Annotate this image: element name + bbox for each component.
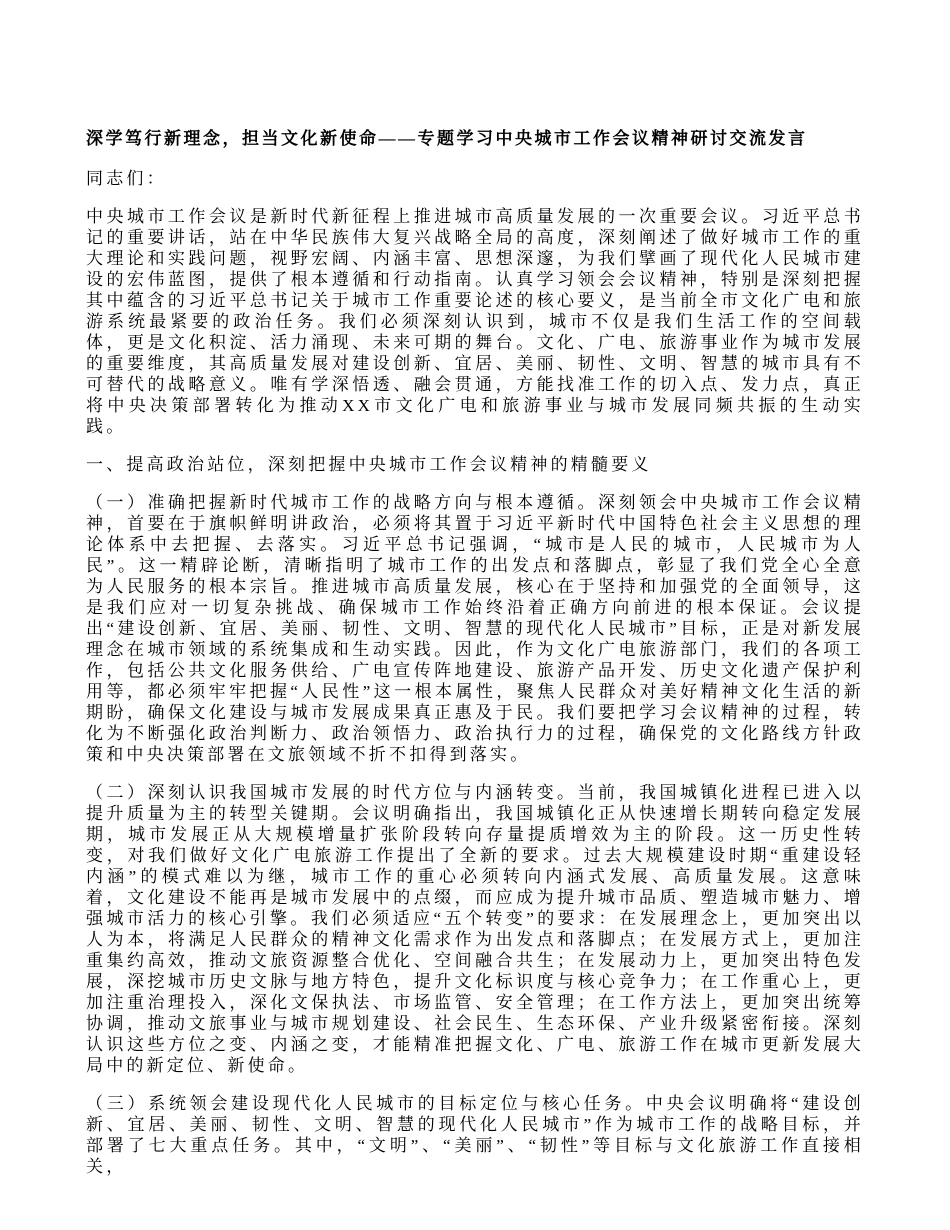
salutation: 同志们： — [86, 169, 167, 188]
section-one-item-two: （二）深刻认识我国城市发展的时代方位与内涵转变。当前，我国城镇化进程已进入以提升质量为主的转型关键期。会议明确指出，我国城镇化正从快速增长期转向稳定发展期，城市发展正从大规模增量扩张阶段转向存量提质增效为主的阶段。这一历史性转变，对我们做好文化广电旅游工作提出了全新的要求。过去大规模建设时期“重建设轻内涵”的模式难以为继，城市工作的重心必须转向内涵式发展、高质量发展。这意味着，文化建设不能再是城市发展中的点缀，而应成为提升城市品质、塑造城市魅力、增强城市活力的核心引擎。我们必须适应“五个转变”的要求：在发展理念上，更加突出以人为本，将满足人民群众的精神文化需求作为出发点和落脚点；在发展方式上，更加注重集约高效，推动文旅资源整合优化、空间融合共生；在发展动力上，更加突出特色发展，深挖城市历史文脉与地方特色，提升文化标识度与核心竞争力；在工作重心上，更加注重治理投入，深化文保执法、市场监管、安全管理；在工作方法上，更加突出统筹协调，推动文旅事业与城市规划建设、社会民生、生态环保、产业升级紧密衔接。深刻认识这些方位之变、内涵之变，才能精准把握文化、广电、旅游工作在城市更新发展大局中的新定位、新使命。 — [86, 783, 864, 1075]
section-one-heading: 一、提高政治站位，深刻把握中央城市工作会议精神的精髓要义 — [86, 455, 652, 474]
section-one-item-one: （一）准确把握新时代城市工作的战略方向与根本遵循。深刻领会中央城市工作会议精神，首要在于旗帜鲜明讲政治，必须将其置于习近平新时代中国特色社会主义思想的理论体系中去把握、去落实。习近平总书记强调，“城市是人民的城市，人民城市为人民”。这一精辟论断，清晰指明了城市工作的出发点和落脚点，彰显了我们党全心全意为人民服务的根本宗旨。推进城市高质量发展，核心在于坚持和加强党的全面领导，这是我们应对一切复杂挑战、确保城市工作始终沿着正确方向前进的根本保证。会议提出“建设创新、宜居、美丽、韧性、文明、智慧的现代化人民城市”目标，正是对新发展理念在城市领域的系统集成和生动实践。因此，作为文化广电旅游部门，我们的各项工作，包括公共文化服务供给、广电宣传阵地建设、旅游产品开发、历史文化遗产保护利用等，都必须牢牢把握“人民性”这一根本属性，聚焦人民群众对美好精神文化生活的新期盼，确保文化建设与城市发展成果真正惠及于民。我们要把学习会议精神的过程，转化为不断强化政治判断力、政治领悟力、政治执行力的过程，确保党的文化路线方针政策和中央决策部署在文旅领域不折不扣得到落实。 — [86, 493, 864, 764]
intro-paragraph: 中央城市工作会议是新时代新征程上推进城市高质量发展的一次重要会议。习近平总书记的重要讲话，站在中华民族伟大复兴战略全局的高度，深刻阐述了做好城市工作的重大理论和实践问题，视野宏阔、内涵丰富、思想深邃，为我们擘画了现代化人民城市建设的宏伟蓝图，提供了根本遵循和行动指南。认真学习领会会议精神，特别是深刻把握其中蕴含的习近平总书记关于城市工作重要论述的核心要义，是当前全市文化广电和旅游系统最紧要的政治任务。我们必须深刻认识到，城市不仅是我们生活工作的空间载体，更是文化积淀、活力涌现、未来可期的舞台。文化、广电、旅游事业作为城市发展的重要维度，其高质量发展对建设创新、宜居、美丽、韧性、文明、智慧的城市具有不可替代的战略意义。唯有学深悟透、融会贯通，方能找准工作的切入点、发力点，真正将中央决策部署转化为推动XX市文化广电和旅游事业与城市发展同频共振的生动实践。 — [86, 207, 864, 436]
document-title: 深学笃行新理念，担当文化新使命——专题学习中央城市工作会议精神研讨交流发言 — [86, 129, 808, 148]
section-one-item-three: （三）系统领会建设现代化人民城市的目标定位与核心任务。中央会议明确将“建设创新、宜居、美丽、韧性、文明、智慧的现代化人民城市”作为城市工作的战略目标，并部署了七大重点任务。其中，“文明”、“美丽”、“韧性”等目标与文化旅游工作直接相关， — [86, 1094, 864, 1176]
